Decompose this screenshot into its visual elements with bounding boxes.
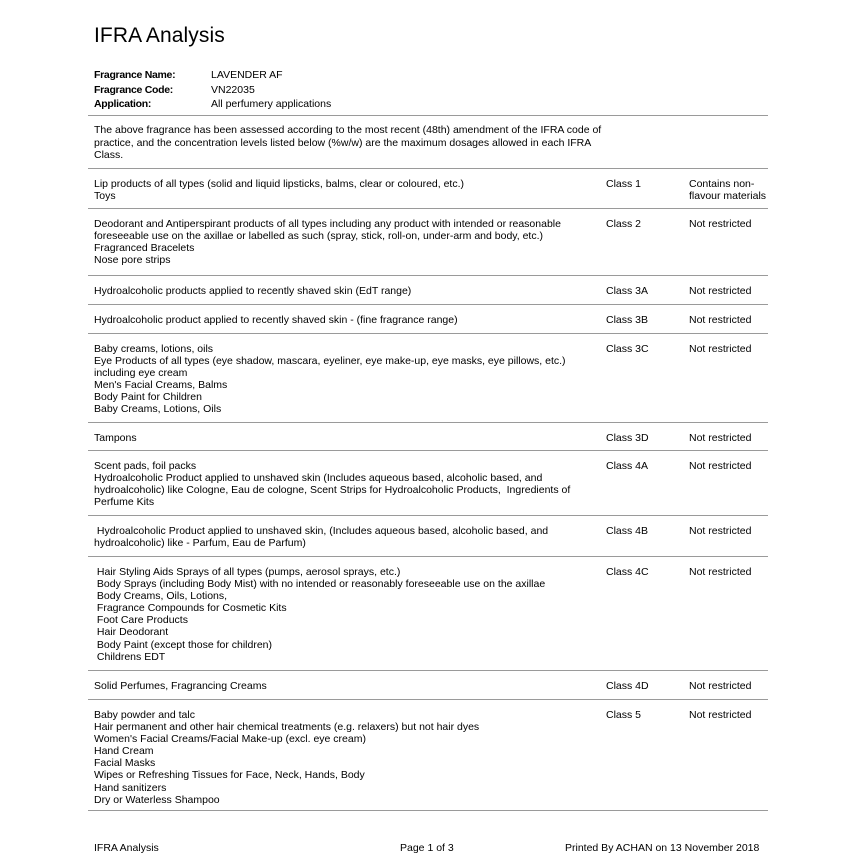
- table-row: [88, 275, 768, 304]
- page-title: IFRA Analysis: [94, 24, 225, 47]
- table-row: [88, 304, 768, 333]
- fragrance-code-label: Fragrance Code:: [94, 83, 173, 96]
- product-description: [94, 566, 589, 663]
- max-dosage-limit: Not restricted: [689, 709, 752, 721]
- max-dosage-limit: Not restricted: [689, 432, 752, 444]
- max-dosage-limit: Not restricted: [689, 460, 752, 472]
- table-row: [88, 556, 768, 670]
- fragrance-details: [94, 68, 331, 112]
- application-value: All perfumery applications: [211, 98, 332, 110]
- product-type-line: hydroalcoholic) like - Parfum, Eau de Parfum): [94, 537, 306, 550]
- product-type-line: Hand Cream: [94, 745, 154, 758]
- ifra-class-label: Class 4B: [606, 525, 649, 537]
- product-type-line: Toys: [94, 190, 116, 203]
- product-type-line: hydroalcoholic) like Cologne, Eau de cologne, Scent Strips for Hydroalcoholic Products, Ingredients of: [94, 484, 571, 497]
- max-dosage-limit: Not restricted: [689, 285, 752, 297]
- product-type-line: Solid Perfumes, Fragrancing Creams: [94, 680, 267, 692]
- product-description: [94, 218, 589, 266]
- product-type-line: Eye Products of all types (eye shadow, mascara, eyeliner, eye make-up, eye masks, eye pillows, etc.): [94, 355, 566, 368]
- product-type-line: Baby powder and talc: [94, 709, 195, 721]
- product-type-line: including eye cream: [94, 367, 188, 380]
- footer-document-title: IFRA Analysis: [94, 842, 159, 854]
- ifra-class-label: Class 3B: [606, 314, 649, 326]
- product-type-line: Baby creams, lotions, oils: [94, 343, 214, 355]
- product-type-line: Perfume Kits: [94, 496, 155, 509]
- product-type-line: Body Creams, Oils, Lotions,: [94, 590, 228, 603]
- footer-page-number: Page 1 of 3: [400, 842, 454, 854]
- table-row: [88, 422, 768, 450]
- product-type-line: Hydroalcoholic product applied to recently shaved skin - (fine fragrance range): [94, 314, 458, 326]
- fragrance-name-value: LAVENDER AF: [211, 69, 283, 81]
- product-type-line: Body Paint (except those for children): [94, 638, 273, 651]
- max-dosage-limit: Not restricted: [689, 314, 752, 326]
- table-row: [88, 333, 768, 422]
- product-type-line: Nose pore strips: [94, 254, 171, 267]
- ifra-class-label: Class 3C: [606, 343, 649, 355]
- intro-paragraph: The above fragrance has been assessed according to the most recent (48th) amendment of the IFRA code of practice, and the concentration levels listed below (%w/w) are the maximum dosages allowed in each IFRA Class.: [94, 124, 602, 161]
- product-type-line: Foot Care Products: [94, 614, 188, 627]
- product-type-line: Hydroalcoholic Product applied to unshaved skin (Includes aqueous based, alcoholic based, and: [94, 472, 543, 485]
- ifra-class-label: Class 4A: [606, 460, 649, 472]
- divider: [88, 115, 768, 116]
- product-type-line: Hair Deodorant: [94, 626, 169, 639]
- ifra-class-label: Class 3D: [606, 432, 649, 444]
- ifra-class-label: Class 1: [606, 178, 642, 190]
- product-type-line: Tampons: [94, 432, 137, 444]
- product-type-line: Scent pads, foil packs: [94, 460, 197, 472]
- product-type-line: Body Sprays (including Body Mist) with no intended or reasonably foreseeable use on the axillae: [94, 578, 546, 591]
- product-type-line: Baby Creams, Lotions, Oils: [94, 403, 222, 416]
- fragrance-name-label: Fragrance Name:: [94, 69, 176, 81]
- max-dosage-limit: Not restricted: [689, 218, 752, 230]
- product-type-line: Hydroalcoholic products applied to recently shaved skin (EdT range): [94, 285, 412, 297]
- product-description: [94, 680, 589, 692]
- ifra-class-table: [88, 168, 768, 811]
- fragrance-code-row: [94, 83, 331, 98]
- ifra-class-label: Class 5: [606, 709, 642, 721]
- product-description: [94, 178, 589, 202]
- table-row: [88, 208, 768, 275]
- ifra-class-label: Class 3A: [606, 285, 649, 297]
- product-type-line: Childrens EDT: [94, 650, 166, 663]
- product-type-line: Men's Facial Creams, Balms: [94, 379, 228, 392]
- product-type-line: Hair Styling Aids Sprays of all types (pumps, aerosol sprays, etc.): [94, 566, 401, 578]
- product-type-line: Women's Facial Creams/Facial Make-up (excl. eye cream): [94, 733, 366, 746]
- product-type-line: Wipes or Refreshing Tissues for Face, Neck, Hands, Body: [94, 769, 365, 782]
- product-type-line: Fragrance Compounds for Cosmetic Kits: [94, 602, 287, 615]
- product-type-line: Lip products of all types (solid and liquid lipsticks, balms, clear or coloured, etc.): [94, 178, 465, 190]
- product-type-line: Facial Masks: [94, 757, 156, 770]
- max-dosage-limit: Not restricted: [689, 343, 752, 355]
- product-type-line: Hydroalcoholic Product applied to unshaved skin, (Includes aqueous based, alcoholic based, and: [94, 525, 549, 537]
- application-row: [94, 97, 331, 112]
- max-dosage-limit: Contains non-flavour materials: [689, 178, 767, 203]
- product-type-line: Body Paint for Children: [94, 391, 202, 404]
- table-row: [88, 450, 768, 515]
- fragrance-name-row: [94, 68, 331, 83]
- product-description: [94, 314, 589, 326]
- footer-printed-by: Printed By ACHAN on 13 November 2018: [565, 842, 760, 854]
- application-label: Application:: [94, 98, 152, 110]
- table-row: [88, 670, 768, 699]
- product-description: [94, 460, 589, 508]
- product-description: [94, 709, 589, 806]
- product-type-line: Deodorant and Antiperspirant products of all types including any product with intended or reasonable: [94, 218, 561, 230]
- product-description: [94, 343, 589, 416]
- table-row: [88, 699, 768, 811]
- ifra-class-label: Class 2: [606, 218, 642, 230]
- product-type-line: foreseeable use on the axillae or labelled as such (spray, stick, roll-on, under-arm and body, etc.): [94, 230, 544, 243]
- product-type-line: Hair permanent and other hair chemical treatments (e.g. relaxers) but not hair dyes: [94, 721, 480, 734]
- product-type-line: Hand sanitizers: [94, 781, 167, 794]
- table-row: [88, 168, 768, 208]
- ifra-class-label: Class 4C: [606, 566, 649, 578]
- product-description: [94, 432, 589, 444]
- fragrance-code-value: VN22035: [211, 83, 255, 96]
- product-type-line: Dry or Waterless Shampoo: [94, 793, 220, 806]
- product-description: [94, 525, 589, 549]
- product-description: [94, 285, 589, 297]
- product-type-line: Fragranced Bracelets: [94, 242, 195, 255]
- ifra-class-label: Class 4D: [606, 680, 649, 692]
- table-row: [88, 515, 768, 556]
- max-dosage-limit: Not restricted: [689, 566, 752, 578]
- max-dosage-limit: Not restricted: [689, 525, 752, 537]
- max-dosage-limit: Not restricted: [689, 680, 752, 692]
